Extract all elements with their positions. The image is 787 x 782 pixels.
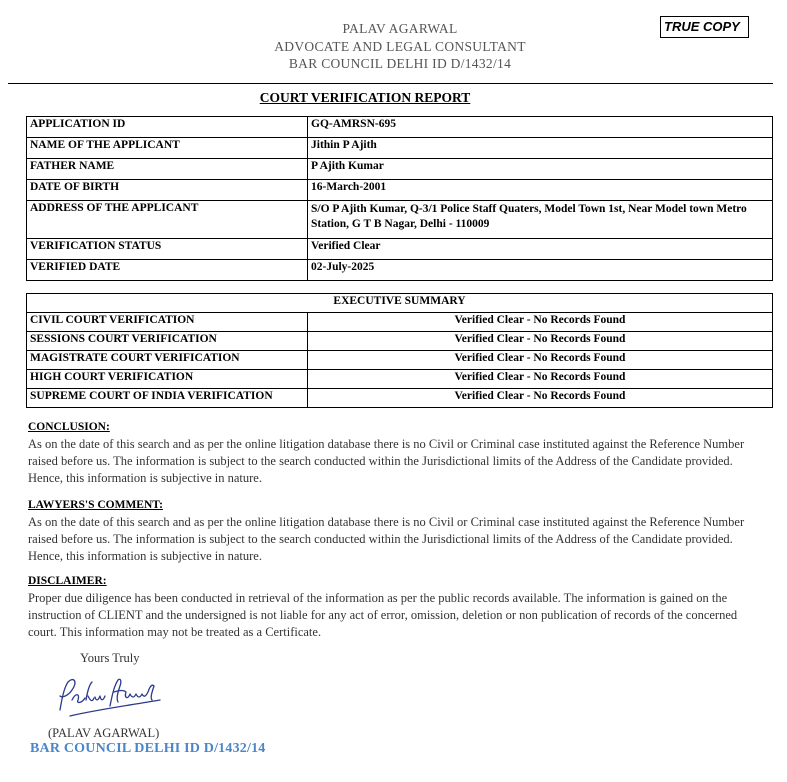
signature-icon [50,670,170,725]
lawyers-comment-section [28,497,763,565]
table-row [27,260,773,281]
detail-label: NAME OF THE APPLICANT [27,138,308,159]
detail-label: VERIFICATION STATUS [27,239,308,260]
closing-salutation: Yours Truly [80,651,140,665]
detail-value: P Ajith Kumar [308,159,773,180]
conclusion-text: As on the date of this search and as per the online litigation database there is no Civil or Criminal case instituted against the Reference Number raised before us. The information is subject to the search conducted within the Jurisdictional limits of the Address of the Candidate provided. Hence, this information is subjective in nature. [28,437,745,485]
detail-value: GQ-AMRSN-695 [308,117,773,138]
detail-label: APPLICATION ID [27,117,308,138]
summary-label: SESSIONS COURT VERIFICATION [27,332,308,351]
advocate-bar-id: BAR COUNCIL DELHI ID D/1432/14 [288,56,512,71]
detail-value: Jithin P Ajith [308,138,773,159]
summary-value: Verified Clear - No Records Found [308,313,773,332]
disclaimer-text: Proper due diligence has been conducted in retrieval of the information as per the public records available. The information is gained on the instruction of CLIENT and the undersigned is not liable for any act of error, omission, deletion or non publication of records of the concerned court. This information may not be treated as a Certificate. [28,591,738,639]
table-row [27,370,773,389]
summary-label: MAGISTRATE COURT VERIFICATION [27,351,308,370]
disclaimer-section [28,573,763,641]
detail-label: ADDRESS OF THE APPLICANT [27,201,308,239]
table-row [27,389,773,408]
conclusion-section [28,419,763,487]
table-row [27,117,773,138]
detail-label: FATHER NAME [27,159,308,180]
report-title: COURT VERIFICATION REPORT [259,90,471,105]
table-row [27,180,773,201]
detail-value: 16-March-2001 [308,180,773,201]
summary-value: Verified Clear - No Records Found [308,332,773,351]
detail-label: DATE OF BIRTH [27,180,308,201]
table-row [27,159,773,180]
summary-value: Verified Clear - No Records Found [308,370,773,389]
disclaimer-heading: DISCLAIMER: [28,575,107,587]
true-copy-stamp: TRUE COPY [660,16,749,38]
summary-value: Verified Clear - No Records Found [308,389,773,408]
header-divider [8,83,773,84]
advocate-designation: ADVOCATE AND LEGAL CONSULTANT [274,38,526,54]
table-row [27,138,773,159]
table-row [27,201,773,239]
summary-label: SUPREME COURT OF INDIA VERIFICATION [27,389,308,408]
detail-value: 02-July-2025 [308,260,773,281]
applicant-details-table [26,116,773,281]
table-row [27,351,773,370]
signatory-name: (PALAV AGARWAL) [48,726,160,740]
lawyers-comment-text: As on the date of this search and as per the online litigation database there is no Civil or Criminal case instituted against the Reference Number raised before us. The information is subject to the search conducted within the Jurisdictional limits of the Address of the Candidate provided. Hence, this information is subjective in nature. [28,515,745,563]
table-row [27,332,773,351]
table-row [27,239,773,260]
conclusion-heading: CONCLUSION: [28,421,110,433]
table-row [27,313,773,332]
detail-value: Verified Clear [308,239,773,260]
advocate-name: PALAV AGARWAL [342,21,458,36]
table-header-row [27,294,773,313]
detail-value: S/O P Ajith Kumar, Q-3/1 Police Staff Quaters, Model Town 1st, Near Model town Metro Station, G T B Nagar, Delhi - 110009 [308,201,773,239]
summary-label: CIVIL COURT VERIFICATION [27,313,308,332]
lawyers-comment-heading: LAWYERS'S COMMENT: [28,499,163,511]
summary-label: HIGH COURT VERIFICATION [27,370,308,389]
detail-label: VERIFIED DATE [27,260,308,281]
executive-summary-table [26,293,773,408]
signatory-bar-id: BAR COUNCIL DELHI ID D/1432/14 [30,741,266,756]
summary-value: Verified Clear - No Records Found [308,351,773,370]
summary-title: EXECUTIVE SUMMARY [27,294,773,313]
